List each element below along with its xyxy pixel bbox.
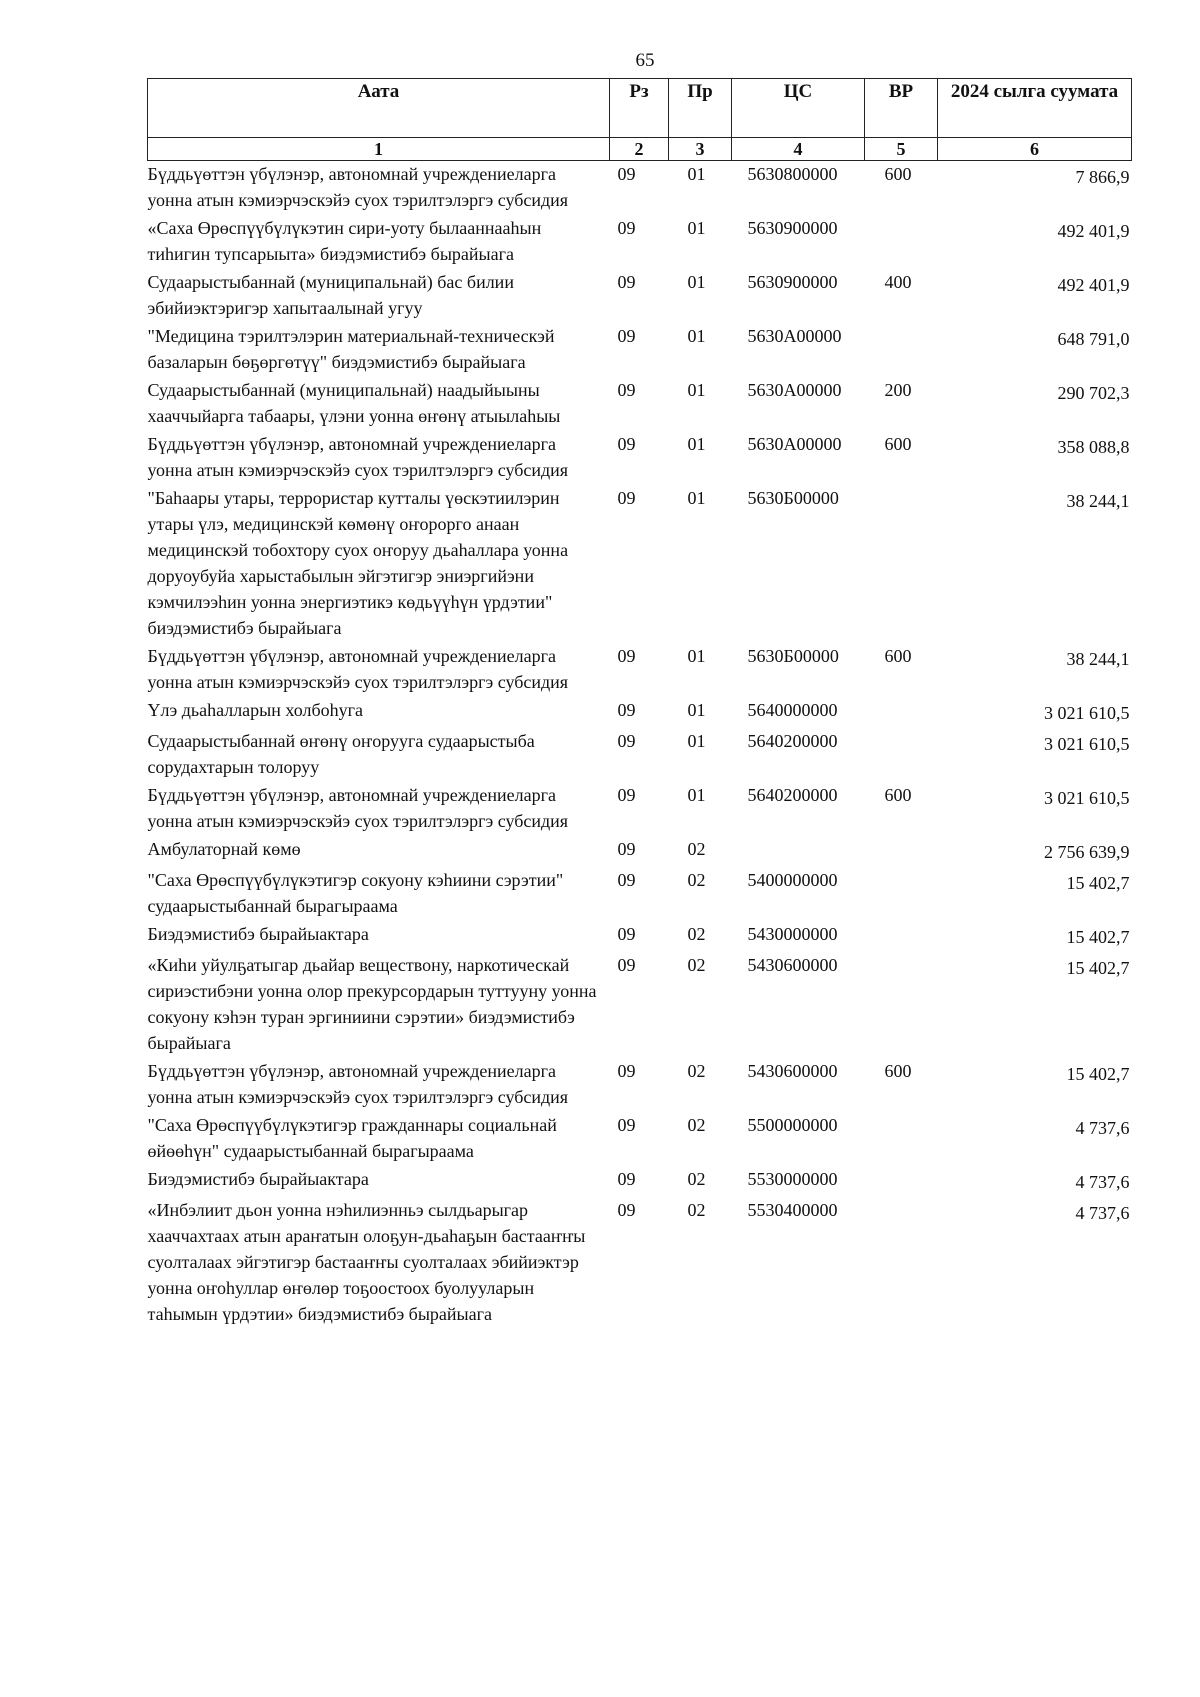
cell-sum: 290 702,3 [1057,383,1130,403]
cell-sum: 4 737,6 [1075,1203,1130,1223]
table-row [148,921,1132,952]
cell-vr [865,728,938,782]
cell-rz: 09 [617,839,636,859]
cell-cs: 5500000000 [747,1115,838,1135]
cell-name: Биэдэмистибэ бырайыактара [147,924,369,944]
page-number: 65 [635,50,655,71]
cell-sum: 15 402,7 [1066,958,1130,978]
column-number: 6 [938,138,1132,161]
cell-pr: 01 [687,380,706,400]
cell-cs: 5400000000 [747,870,838,890]
cell-name: «Саха Өрөспүүбүлүкэтин сири-уоту былааннааһын тиһигин тупсарыыта» биэдэмистибэ бырайыага [147,218,542,264]
table-row [148,161,1132,216]
table-row [148,1166,1132,1197]
column-header-rz: Рз [610,79,669,138]
table-row [148,728,1132,782]
cell-sum: 2 756 639,9 [1044,842,1130,862]
column-number: 3 [669,138,732,161]
cell-vr [865,697,938,728]
cell-pr: 01 [687,700,706,720]
cell-sum: 492 401,9 [1057,275,1130,295]
cell-cs: 5630Б00000 [747,488,839,508]
table-row [148,1112,1132,1166]
cell-rz: 09 [617,218,636,238]
cell-sum: 358 088,8 [1057,437,1130,457]
cell-rz: 09 [617,164,636,184]
table-row [148,836,1132,867]
cell-name: Бүддьүөттэн үбүлэнэр, автономнай учреждениеларга уонна атын кэмиэрчэскэйэ суох тэрилтэлэргэ субсидия [147,646,569,692]
cell-cs: 5430000000 [747,924,838,944]
cell-rz: 09 [617,700,636,720]
column-header-sum: 2024 сылга суумата [938,79,1132,138]
cell-cs: 5630900000 [747,218,838,238]
cell-sum: 38 244,1 [1066,649,1130,669]
cell-rz: 09 [617,434,636,454]
column-header-name: Аата [148,79,610,138]
table-body [148,161,1132,1330]
cell-vr [865,952,938,1058]
cell-rz: 09 [617,785,636,805]
cell-pr: 02 [687,839,706,859]
cell-sum: 492 401,9 [1057,221,1130,241]
table-row [148,952,1132,1058]
cell-pr: 02 [687,1115,706,1135]
cell-pr: 01 [687,218,706,238]
cell-name: Үлэ дьаһалларын холбоһуга [147,700,363,720]
cell-name: Бүддьүөттэн үбүлэнэр, автономнай учреждениеларга уонна атын кэмиэрчэскэйэ суох тэрилтэлэргэ субсидия [147,434,569,480]
cell-rz: 09 [617,924,636,944]
column-header-cs: ЦС [732,79,865,138]
cell-rz: 09 [617,272,636,292]
cell-cs: 5430600000 [747,955,838,975]
table-row [148,697,1132,728]
cell-rz: 09 [617,646,636,666]
cell-sum: 15 402,7 [1066,873,1130,893]
cell-cs: 5630800000 [747,164,838,184]
cell-rz: 09 [617,1115,636,1135]
cell-pr: 02 [687,1169,706,1189]
cell-vr [865,1112,938,1166]
cell-name: Бүддьүөттэн үбүлэнэр, автономнай учреждениеларга уонна атын кэмиэрчэскэйэ суох тэрилтэлэргэ субсидия [147,785,569,831]
table-row [148,269,1132,323]
cell-name: Судаарыстыбаннай (муниципальнай) бас билии эбийиэктэригэр хапытаалынай угуу [147,272,514,318]
cell-pr: 01 [687,488,706,508]
cell-rz: 09 [617,955,636,975]
cell-vr: 600 [884,434,912,454]
cell-rz: 09 [617,1061,636,1081]
cell-cs: 5630А00000 [747,380,842,400]
cell-name: "Медицина тэрилтэлэрин материальнай-техническэй базаларын бөҕөргөтүү" биэдэмистибэ бырайыага [147,326,555,372]
column-number: 4 [732,138,865,161]
cell-pr: 02 [687,924,706,944]
cell-rz: 09 [617,326,636,346]
cell-vr [865,323,938,377]
cell-name: Судаарыстыбаннай (муниципальнай) наадыйыыны хааччыйарга табаары, үлэни уонна өҥөнү атыылаһыы [147,380,561,426]
column-header-vr: ВР [865,79,938,138]
cell-pr: 01 [687,731,706,751]
cell-sum: 3 021 610,5 [1044,788,1130,808]
cell-name: Амбулаторнай көмө [147,839,301,859]
cell-cs [732,836,865,867]
column-header-pr: Пр [669,79,732,138]
column-number: 2 [610,138,669,161]
cell-vr: 200 [884,380,912,400]
cell-vr [865,836,938,867]
cell-rz: 09 [617,488,636,508]
table-row [148,323,1132,377]
cell-pr: 02 [687,1200,706,1220]
cell-rz: 09 [617,870,636,890]
cell-vr [865,485,938,643]
cell-vr: 600 [884,1061,912,1081]
cell-name: "Саха Өрөспүүбүлүкэтигэр гражданнары социальнай өйөөһүн" судаарыстыбаннай бырагыраама [147,1115,557,1161]
cell-cs: 5630А00000 [747,434,842,454]
cell-cs: 5640000000 [747,700,838,720]
cell-cs: 5530000000 [747,1169,838,1189]
cell-vr: 600 [884,646,912,666]
cell-rz: 09 [617,380,636,400]
cell-cs: 5430600000 [747,1061,838,1081]
column-number: 5 [865,138,938,161]
cell-pr: 01 [687,646,706,666]
cell-rz: 09 [617,731,636,751]
cell-vr [865,1166,938,1197]
cell-cs: 5630Б00000 [747,646,839,666]
cell-vr [865,867,938,921]
cell-pr: 01 [687,272,706,292]
table-header [148,79,1132,161]
table-row [148,377,1132,431]
cell-pr: 01 [687,326,706,346]
cell-name: Бүддьүөттэн үбүлэнэр, автономнай учреждениеларга уонна атын кэмиэрчэскэйэ суох тэрилтэлэргэ субсидия [147,164,569,210]
cell-sum: 3 021 610,5 [1044,734,1130,754]
table-row [148,215,1132,269]
cell-name: "Баһаары утары, террористар кутталы үөскэтиилэрин утары үлэ, медицинскэй көмөнү оҥорорго анаан медицинскэй тобохтору суох оҥоруу дьаһаллара уонна доруоубуйа харыстабылын эйгэтигэр эниэргийэни кэмчилээһин уонна энергиэтикэ көдьүүһүн үрдэтии" биэдэмистибэ бырайыага [147,488,569,638]
cell-sum: 15 402,7 [1066,927,1130,947]
cell-cs: 5640200000 [747,731,838,751]
cell-name: Судаарыстыбаннай өҥөнү оҥорууга судаарыстыба сорудахтарын толоруу [147,731,535,777]
cell-pr: 02 [687,1061,706,1081]
cell-name: «Киһи уйулҕатыгар дьайар веществону, наркотическай сириэстибэни уонна олор прекурсордарын туттууну уонна сокуону кэһэн туран эргиниини сэрэтии» биэдэмистибэ бырайыага [147,955,597,1053]
cell-sum: 4 737,6 [1075,1118,1130,1138]
cell-sum: 38 244,1 [1066,491,1130,511]
cell-pr: 02 [687,955,706,975]
table-row [148,1058,1132,1112]
cell-vr [865,921,938,952]
cell-pr: 01 [687,785,706,805]
cell-vr [865,1197,938,1329]
cell-name: Биэдэмистибэ бырайыактара [147,1169,369,1189]
cell-name: Бүддьүөттэн үбүлэнэр, автономнай учреждениеларга уонна атын кэмиэрчэскэйэ суох тэрилтэлэргэ субсидия [147,1061,569,1107]
table-row [148,867,1132,921]
cell-sum: 648 791,0 [1057,329,1130,349]
cell-sum: 4 737,6 [1075,1172,1130,1192]
cell-vr: 600 [884,785,912,805]
cell-pr: 01 [687,164,706,184]
table-row [148,643,1132,697]
cell-pr: 02 [687,870,706,890]
cell-vr: 600 [884,164,912,184]
table-row [148,1197,1132,1329]
cell-sum: 3 021 610,5 [1044,703,1130,723]
cell-vr [865,215,938,269]
cell-name: "Саха Өрөспүүбүлүкэтигэр сокуону кэһиини сэрэтии" судаарыстыбаннай бырагыраама [147,870,564,916]
cell-cs: 5630А00000 [747,326,842,346]
cell-sum: 7 866,9 [1075,167,1130,187]
cell-vr: 400 [884,272,912,292]
cell-rz: 09 [617,1200,636,1220]
cell-pr: 01 [687,434,706,454]
cell-cs: 5630900000 [747,272,838,292]
cell-name: «Инбэлиит дьон уонна нэһилиэнньэ сылдьарыгар хааччахтаах атын араҥатын олоҕун-дьаһаҕын бастааҥҥы суолталаах эйгэтигэр бастааҥҥы суолталаах эбийиэктэр уонна оҥоһуллар өҥөлөр тоҕоостоох буолууларын таһымын үрдэтии» биэдэмистибэ бырайыага [147,1200,586,1324]
table-row [148,431,1132,485]
cell-cs: 5530400000 [747,1200,838,1220]
table-row [148,485,1132,643]
column-number: 1 [148,138,610,161]
cell-rz: 09 [617,1169,636,1189]
cell-sum: 15 402,7 [1066,1064,1130,1084]
cell-cs: 5640200000 [747,785,838,805]
budget-table [147,78,1132,1329]
table-row [148,782,1132,836]
